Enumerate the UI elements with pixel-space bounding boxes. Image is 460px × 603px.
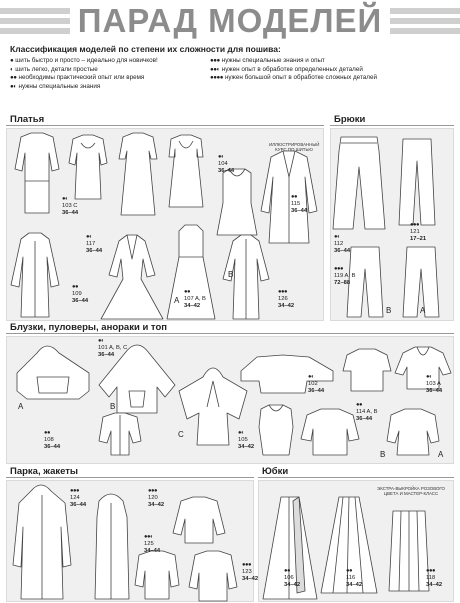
- model-label: [426, 374, 442, 395]
- difficulty-dots-icon: ●●●: [334, 266, 344, 272]
- model-sizes: 72–88: [334, 280, 351, 286]
- section-trousers: [330, 114, 454, 321]
- section-divider: [6, 333, 454, 334]
- model-label: [284, 568, 300, 589]
- section-divider: [330, 125, 454, 126]
- difficulty-dots-icon: ●◐: [218, 154, 225, 160]
- model-sizes: 36–44: [426, 388, 443, 394]
- difficulty-dots-icon: ●●●: [70, 488, 80, 494]
- trouser-sketches: [331, 129, 453, 321]
- variant-letter: B: [110, 402, 116, 411]
- model-label: [98, 338, 127, 359]
- blouse-sketch-icon: [301, 409, 359, 455]
- legend-text: необходимы практический опыт или время: [18, 74, 145, 82]
- coat-dress-sketch-icon: [261, 151, 317, 243]
- dress-sketch-icon: [15, 133, 59, 213]
- model-sizes: 36–44: [70, 502, 87, 508]
- anorak-sketch-icon: [179, 368, 247, 445]
- model-sizes: 17–21: [410, 236, 427, 242]
- variant-letter: C: [178, 430, 184, 439]
- difficulty-dots-icon: ●◐: [86, 234, 93, 240]
- model-sizes: 34–42: [238, 444, 255, 450]
- section-title: Блузки, пуловеры, анораки и топ: [10, 322, 167, 333]
- section-parkas-jackets: [6, 466, 259, 602]
- difficulty-dots-icon: ●◐: [308, 374, 315, 380]
- variant-letter: A: [174, 296, 180, 305]
- model-sizes: 34–42: [242, 576, 259, 582]
- section-blouses: [6, 322, 454, 464]
- dress-sketch-icon: [69, 135, 107, 199]
- dress-sketch-icon: [11, 233, 59, 317]
- blouse-sketch-icon: [99, 413, 141, 455]
- model-sizes: 34–42: [278, 303, 295, 309]
- difficulty-dots-icon: ●: [10, 57, 14, 64]
- model-number: 101 A, B, C: [98, 345, 128, 351]
- model-label: [62, 196, 78, 217]
- legend-item: [210, 57, 450, 66]
- blouse-sketches: [7, 337, 453, 465]
- legend-columns: [10, 57, 455, 91]
- top-sketch-icon: [259, 405, 293, 455]
- model-label: [218, 154, 234, 175]
- model-sizes: 36–44: [72, 298, 89, 304]
- difficulty-dots-icon: ●●◐: [144, 534, 154, 540]
- variant-letter: B: [386, 306, 392, 315]
- legend-item: [10, 66, 210, 75]
- section-divider: [6, 477, 254, 478]
- legend-column-right: [210, 57, 450, 91]
- difficulty-dots-icon: ●◐: [98, 338, 105, 344]
- difficulty-dots-icon: ●◐: [238, 430, 245, 436]
- course-note: ИЛЛЮСТРИРОВАННЫЙ КУРС ПО ШИТЬЮ: [269, 142, 320, 153]
- variant-letter: A: [438, 450, 444, 459]
- difficulty-dots-icon: ●●: [284, 568, 291, 574]
- model-number: 102: [308, 381, 318, 387]
- difficulty-dots-icon: ●●●: [148, 488, 158, 494]
- model-number: 126: [278, 296, 288, 302]
- legend-item: [210, 66, 450, 75]
- model-label: [242, 562, 258, 583]
- difficulty-dots-icon: ●◐: [334, 234, 341, 240]
- variant-letter: A: [420, 306, 426, 315]
- model-label: [334, 266, 356, 287]
- section-title: Платья: [10, 114, 45, 125]
- model-sizes: 34–42: [346, 582, 363, 588]
- difficulty-dots-icon: ●●●: [242, 562, 252, 568]
- model-number: 108: [44, 437, 54, 443]
- model-number: 125: [144, 541, 154, 547]
- difficulty-dots-icon: ●●: [356, 402, 363, 408]
- difficulty-dots-icon: ●●: [10, 74, 17, 82]
- page-title: ПАРАД МОДЕЛЕЙ: [77, 2, 383, 39]
- legend-heading: Классификация моделей по степени их сложности для пошива:: [10, 44, 281, 54]
- dress-sketches: [7, 129, 323, 321]
- difficulty-dots-icon: ●●●: [426, 568, 436, 574]
- model-number: 117: [86, 241, 96, 247]
- model-sizes: 36–44: [334, 248, 351, 254]
- section-skirts: [258, 466, 454, 602]
- parka-sketches: [7, 481, 253, 603]
- model-label: [144, 534, 160, 555]
- dress-sketch-icon: [169, 135, 203, 207]
- model-number: 105: [238, 437, 248, 443]
- model-label: [86, 234, 102, 255]
- difficulty-legend: [10, 44, 455, 106]
- variant-letter: A: [18, 402, 24, 411]
- legend-item: [10, 83, 210, 92]
- model-number: 106: [284, 575, 294, 581]
- model-number: 121: [410, 229, 420, 235]
- difficulty-dots-icon: ●●: [44, 430, 51, 436]
- model-number: 123: [242, 569, 252, 575]
- model-label: [44, 430, 60, 451]
- anorak-sketch-icon: [17, 346, 89, 399]
- model-sizes: 34–42: [426, 582, 443, 588]
- legend-column-left: [10, 57, 210, 91]
- jacket-sketch-icon: [173, 497, 225, 543]
- section-divider: [6, 125, 324, 126]
- title-banner: [0, 0, 460, 44]
- model-sizes: 34–44: [144, 548, 161, 554]
- legend-text: нужен большой опыт в обработке сложных деталей: [224, 74, 377, 82]
- model-label: [148, 488, 164, 509]
- model-number: 109: [72, 291, 82, 297]
- legend-text: нужен опыт в обработке определенных деталей: [221, 65, 363, 73]
- model-sizes: 34–42: [184, 303, 201, 309]
- legend-item: [10, 57, 210, 66]
- model-label: [72, 284, 88, 305]
- skirt-sketch-icon: [389, 511, 429, 591]
- difficulty-dots-icon: ●●: [184, 289, 191, 295]
- difficulty-dots-icon: ●●: [346, 568, 353, 574]
- model-number: 103 A: [426, 381, 441, 387]
- legend-item: [210, 74, 450, 83]
- extra-pattern-note: ЭКСТРА-ВЫКРОЙКА РОЗОВОГО ЦВЕТА И МАСТЕР-КЛАСС: [377, 486, 445, 497]
- model-sizes: 36–44: [44, 444, 61, 450]
- model-number: 107 A, B: [184, 296, 206, 302]
- model-label: [184, 289, 206, 310]
- model-sizes: 36–44: [218, 168, 235, 174]
- model-number: 103 C: [62, 203, 78, 209]
- model-label: [410, 222, 426, 243]
- model-number: 119 A, B: [334, 273, 356, 279]
- legend-text: шить быстро и просто – идеально для новичков!: [15, 57, 158, 64]
- difficulty-dots-icon: ●●: [291, 194, 298, 200]
- dress-sketch-icon: [217, 169, 257, 235]
- model-number: 124: [70, 495, 80, 501]
- model-label: [278, 289, 294, 310]
- model-sizes: 36–44: [98, 352, 115, 358]
- model-sizes: 36–44: [86, 248, 103, 254]
- model-label: [334, 234, 350, 255]
- dress-sketch-icon: [119, 133, 157, 215]
- difficulty-dots-icon: ●●●: [410, 222, 420, 228]
- model-label: [308, 374, 324, 395]
- legend-text: нужны специальные знания: [18, 82, 101, 90]
- model-number: 118: [426, 575, 436, 581]
- model-sizes: 34–42: [148, 502, 165, 508]
- difficulty-dots-icon: ●◐: [62, 196, 69, 202]
- difficulty-dots-icon: ●●●: [210, 57, 220, 64]
- difficulty-dots-icon: ●●●: [278, 289, 288, 295]
- model-number: 115: [291, 201, 301, 207]
- blouse-sketch-icon: [343, 349, 391, 391]
- difficulty-dots-icon: ●◐: [426, 374, 433, 380]
- blouse-sketch-icon: [395, 347, 451, 389]
- parka-sketch-icon: [13, 485, 71, 599]
- vest-sketch-icon: [95, 494, 129, 599]
- section-divider: [258, 477, 454, 478]
- difficulty-dots-icon: ◐: [10, 65, 14, 73]
- model-sizes: 36–44: [62, 210, 79, 216]
- model-number: 120: [148, 495, 158, 501]
- model-sizes: 36–44: [308, 388, 325, 394]
- trousers-sketch-icon: [333, 137, 385, 229]
- jacket-sketch-icon: [189, 551, 237, 601]
- model-number: 112: [334, 241, 344, 247]
- trousers-sketch-icon: [399, 139, 435, 225]
- model-sizes: 36–44: [356, 416, 373, 422]
- model-number: 104: [218, 161, 228, 167]
- model-label: [356, 402, 378, 423]
- title-box: [70, 2, 390, 40]
- variant-letter: B: [228, 270, 234, 279]
- dress-sketch-icon: [101, 235, 163, 319]
- difficulty-dots-icon: ●●●●: [210, 74, 223, 82]
- section-title: Юбки: [262, 466, 289, 477]
- section-dresses: [6, 114, 324, 321]
- model-label: [291, 194, 307, 215]
- model-sizes: 36–44: [291, 208, 308, 214]
- model-number: 116: [346, 575, 356, 581]
- model-label: [238, 430, 254, 451]
- model-label: [426, 568, 442, 589]
- legend-item: [10, 74, 210, 83]
- legend-text: нужны специальные знания и опыт: [221, 57, 325, 64]
- difficulty-dots-icon: ●●: [72, 284, 79, 290]
- model-label: [70, 488, 86, 509]
- jacket-sketch-icon: [135, 551, 179, 599]
- section-title: Брюки: [334, 114, 366, 125]
- model-sizes: 34–42: [284, 582, 301, 588]
- difficulty-dots-icon: ●●◐: [210, 65, 220, 73]
- model-label: [346, 568, 362, 589]
- difficulty-dots-icon: ●◐: [10, 82, 17, 90]
- variant-letter: B: [380, 450, 386, 459]
- blouse-sketch-icon: [387, 409, 439, 455]
- section-title: Парка, жакеты: [10, 466, 79, 477]
- model-number: 114 A, B: [356, 409, 378, 415]
- legend-text: шить легко, детали простые: [15, 65, 98, 73]
